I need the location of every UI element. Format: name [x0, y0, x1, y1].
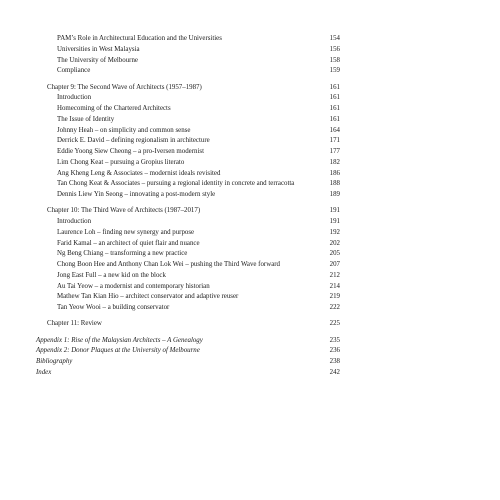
toc-entry — [0, 34, 500, 45]
toc-entry-title: Chapter 11: Review — [47, 320, 102, 328]
toc-entry-title: Jong East Full – a new kid on the block — [57, 271, 166, 279]
toc-entry-title: Johnny Heah – on simplicity and common sense — [57, 126, 191, 134]
toc-page-number: 159 — [329, 67, 340, 75]
toc-page-number: 161 — [329, 83, 340, 91]
toc-entry-title: Tan Yeow Wooi – a building conservator — [57, 304, 170, 311]
toc-entry-title: Chapter 9: The Second Wave of Architects (1957–1987) — [47, 83, 202, 91]
toc-entry-title: Chong Boon Hee and Anthony Chan Lok Wei – pushing the Third Wave forward — [57, 261, 280, 268]
toc-entry — [0, 179, 500, 190]
toc-entry — [0, 56, 500, 67]
toc-page-number: 235 — [329, 336, 340, 344]
toc-entry-title: Lim Chong Keat – pursuing a Gropius literato — [57, 158, 185, 166]
toc-entry — [0, 292, 500, 303]
toc-entry — [0, 260, 500, 271]
toc-page-number: 225 — [329, 320, 340, 328]
toc-entry-title: Bibliography — [36, 358, 73, 365]
toc-page-number: 222 — [329, 304, 340, 311]
toc-page-number: 205 — [329, 250, 340, 258]
toc-entry-title: PAM’s Role in Architectural Education and the Universities — [57, 35, 222, 42]
table-of-contents — [0, 34, 500, 379]
toc-entry-title: Compliance — [57, 67, 91, 75]
toc-entry — [0, 217, 500, 228]
toc-entry-title: Index — [36, 368, 52, 376]
toc-chapter-entry — [0, 83, 500, 94]
toc-page-number: 171 — [329, 137, 340, 145]
toc-page-number: 161 — [329, 115, 340, 123]
toc-entry — [0, 249, 500, 260]
toc-page-number: 164 — [329, 126, 340, 134]
toc-page-number: 207 — [329, 261, 340, 268]
toc-entry — [0, 239, 500, 250]
toc-appendix-entry — [0, 368, 500, 379]
toc-entry — [0, 228, 500, 239]
toc-page-number: 219 — [329, 293, 340, 301]
toc-page-number: 158 — [329, 56, 340, 64]
toc-entry-title: The University of Melbourne — [57, 56, 138, 64]
toc-page-number: 177 — [329, 148, 340, 155]
toc-entry-title: Tan Chong Keat & Associates – pursuing a regional identity in concrete and terracotta — [57, 180, 295, 188]
toc-page-number: 188 — [329, 180, 340, 188]
toc-entry-title: Appendix 1: Rise of the Malaysian Architects – A Genealogy — [36, 336, 203, 344]
toc-page-number: 238 — [329, 358, 340, 365]
toc-entry-title: Introduction — [57, 218, 92, 225]
toc-page-number: 186 — [329, 169, 340, 177]
toc-chapter-entry — [0, 206, 500, 217]
toc-page-number: 189 — [329, 191, 340, 198]
toc-page-number: 161 — [329, 105, 340, 112]
toc-entry-title: Dennis Liew Yin Seong – innovating a post-modern style — [57, 191, 216, 198]
toc-entry — [0, 45, 500, 56]
toc-appendix-entry — [0, 357, 500, 368]
toc-entry — [0, 136, 500, 147]
toc-page-number: 242 — [329, 368, 340, 376]
toc-entry — [0, 93, 500, 104]
toc-entry — [0, 303, 500, 314]
toc-page-number: 191 — [329, 218, 340, 225]
toc-entry — [0, 104, 500, 115]
toc-entry — [0, 115, 500, 126]
toc-entry-title: Laurence Loh – finding new synergy and purpose — [57, 228, 195, 236]
toc-page-number: 154 — [329, 35, 340, 42]
toc-entry — [0, 147, 500, 158]
toc-entry-title: Eddie Yoong Siew Cheong – a pro-Iversen modernist — [57, 148, 204, 155]
toc-page-number: 202 — [329, 239, 340, 247]
toc-page-number: 212 — [329, 271, 340, 279]
toc-entry — [0, 271, 500, 282]
toc-entry-title: Appendix 2: Donor Plaques at the University of Melbourne — [36, 347, 200, 355]
toc-entry-title: Mathew Tan Kian Hio – architect conservator and adaptive reuser — [57, 293, 239, 301]
toc-entry-title: Introduction — [57, 94, 92, 102]
toc-entry — [0, 282, 500, 293]
toc-entry — [0, 158, 500, 169]
toc-entry — [0, 169, 500, 180]
toc-page-number: 156 — [329, 45, 340, 53]
toc-entry-title: The Issue of Identity — [57, 115, 115, 123]
toc-page-number: 192 — [329, 228, 340, 236]
toc-entry-title: Au Tai Yeow – a modernist and contemporary historian — [57, 282, 210, 290]
toc-page-number: 214 — [329, 282, 340, 290]
toc-page-number: 182 — [329, 158, 340, 166]
toc-entry-title: Derrick E. David – defining regionalism in architecture — [57, 137, 210, 145]
toc-appendix-entry — [0, 346, 500, 357]
toc-entry-title: Homecoming of the Chartered Architects — [57, 105, 171, 112]
toc-entry-title: Ang Kheng Leng & Associates – modernist ideals revisited — [57, 169, 221, 177]
toc-entry-title: Ng Beng Chiang – transforming a new practice — [57, 250, 188, 258]
toc-entry — [0, 190, 500, 201]
toc-entry — [0, 126, 500, 137]
toc-entry — [0, 66, 500, 77]
toc-entry-title: Farid Kamal – an architect of quiet flair and nuance — [57, 239, 200, 247]
toc-page-number: 191 — [329, 207, 340, 215]
toc-entry-title: Chapter 10: The Third Wave of Architects (1987–2017) — [47, 207, 201, 215]
toc-page-number: 161 — [329, 94, 340, 102]
toc-chapter-entry — [0, 319, 500, 330]
toc-entry-title: Universities in West Malaysia — [57, 45, 140, 53]
toc-appendix-entry — [0, 336, 500, 347]
toc-page-number: 236 — [329, 347, 340, 355]
